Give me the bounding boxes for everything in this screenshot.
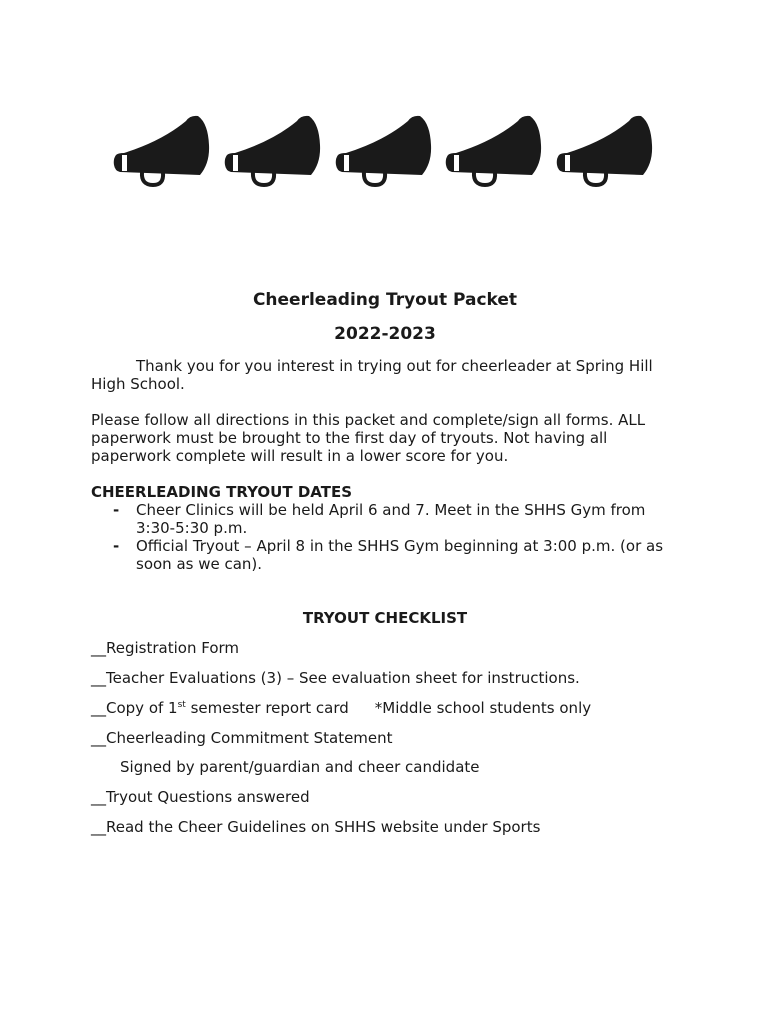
checklist-heading: TRYOUT CHECKLIST [302,609,468,627]
commitment-signature-note: Signed by parent/guardian and cheer candidate [120,758,480,776]
tryout-dates-list [91,501,681,573]
middle-school-note: *Middle school students only [374,699,592,717]
megaphone-icon [555,115,657,187]
tryout-dates-heading: CHEERLEADING TRYOUT DATES [91,483,352,501]
checklist-item-commitment: __Cheerleading Commitment Statement [91,729,393,747]
checklist-item-registration: __Registration Form [91,639,240,657]
megaphone-icon [334,115,436,187]
megaphone-row [112,115,657,190]
dash-bullet: - [113,501,120,519]
checklist-item-questions: __Tryout Questions answered [91,788,310,806]
report-card-suffix: semester report card [185,699,349,717]
directions-paragraph: Please follow all directions in this packet and complete/sign all forms. ALL paperwork must be brought to the first day of tryouts. Not having all paperwork complete will result in a lower score for you. [91,411,646,465]
list-item-text: Cheer Clinics will be held April 6 and 7. Meet in the SHHS Gym from 3:30-5:30 p.m. [136,501,646,537]
dash-bullet: - [113,537,120,555]
megaphone-icon [223,115,325,187]
list-item-text: Official Tryout – April 8 in the SHHS Gym beginning at 3:00 p.m. (or as soon as we can). [136,537,664,573]
season-year: 2022-2023 [334,324,436,344]
list-item [91,537,681,573]
ordinal-suffix: st [177,700,186,710]
checklist-item-report-card [91,699,591,717]
checklist-item-teacher-evaluations: __Teacher Evaluations (3) – See evaluation sheet for instructions. [91,669,580,687]
megaphone-icon [112,115,214,187]
intro-paragraph: Thank you for you interest in trying out for cheerleader at Spring Hill High School. [91,357,653,393]
megaphone-icon [444,115,546,187]
checklist-item-guidelines: __Read the Cheer Guidelines on SHHS website under Sports [91,818,541,836]
list-item [91,501,681,537]
report-card-prefix: __Copy of 1 [91,699,178,717]
page-title: Cheerleading Tryout Packet [252,290,518,310]
